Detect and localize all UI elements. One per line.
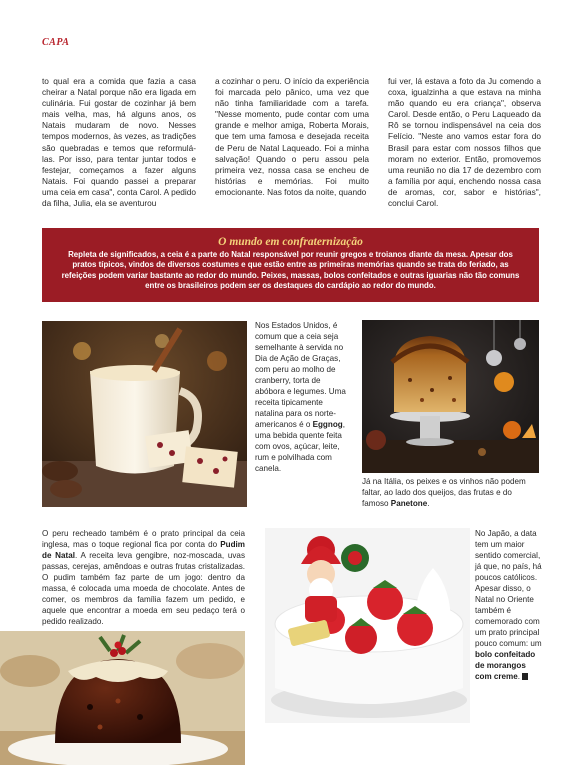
italy-caption: Já na Itália, os peixes e os vinhos não podem faltar, ao lado dos queijos, das frutas e do famoso Panetone. [362, 477, 526, 508]
eggnog-label: Eggnog [312, 420, 343, 429]
panettone-photo [362, 320, 539, 473]
pudim-label: Pudim de Natal [42, 540, 245, 560]
bolo-label: bolo confeitado de morangos com creme [475, 650, 536, 681]
england-caption: O peru recheado também é o prato principal da ceia inglesa, mas o toque regional fica por conta do Pudim de Natal. A receita leva gengibre, noz-moscada, uvas passas, cerejas, amêndoas e outras frutas cristalizadas. O pudim também faz parte de um jogo: dentro da massa, é colocada uma moeda de chocolate. Antes de comer, os membros da família fazem um pedido, e aquele que encontrar a moeda em seu pedaço terá o pedido realizado. [42, 529, 245, 626]
japan-caption: No Japão, a data tem um maior sentido comercial, já que, no país, há poucos católicos. Apesar disso, o Natal no Oriente também é comemorado com um prato principal pouco comum: um bolo confeitado de morangos com creme. [475, 529, 542, 681]
strawberry-cake-photo [265, 528, 470, 723]
article-column-2: a cozinhar o peru. O início da experiência foi marcada pelo pânico, uma vez que não tinha familiaridade com a tarefa. "Nesse momento, pude contar com uma grande e melhor amiga, Roberta Morais, que tem uma famosa e desejada receita de Peru de Natal Laqueado. Foi a minha salvação! Quando o peru assou pela primeira vez, nossa casa se encheu de histórias e memórias. Foi muito emocionante. Nas fotos da noite, quando [215, 76, 369, 197]
feature-box-title: O mundo em confraternização [218, 236, 363, 248]
article-column-3: fui ver, lá estava a foto da Ju comendo a coxa, igualzinha a que estava na minha mão quando eu era criança", observa Carol. Desde então, o Peru Laqueado da Rô se tornou indispensável na ceia dos Felício. "Neste ano vamos estar fora do Brasil para estar com nossos filhos que moram no exterior. Então, promovemos uma reunião no dia 17 de dezembro com a família por aqui, enchendo nossa casa de aromas, cor, sabor e histórias", conclui Carol. [388, 76, 541, 209]
panetone-label: Panetone [390, 499, 428, 508]
eggnog-photo [42, 321, 247, 507]
article-column-1: to qual era a comida que fazia a casa cheirar a Natal porque não era ligada em culinária. Fui gostar de cozinhar já bem mais velha, mas, há alguns anos, os Natais mudaram de novo. Nesses tempos modernos, às vezes, as tradições são quebradas e temos que reformulá-las. Por isso, para tentar juntar todos e festejar, começamos a fazer alguns Natais. Foi quando passei a preparar uma ceia em casa", conta Carol. A pedido da filha, Julia, ela se aventurou [42, 76, 196, 209]
usa-caption: Nos Estados Unidos, é comum que a ceia seja semelhante à servida no Dia de Ação de Graças, com peru ao molho de cranberry, torta de abóbora e legumes. Uma receita tipicamente natalina para os norte-americanos é o Eggnog, uma bebida quente feita com ovos, açúcar, leite, rum e polvilhada com canela. [255, 321, 346, 473]
section-label: CAPA [42, 37, 70, 48]
feature-box-body: Repleta de significados, a ceia é a parte do Natal responsável por reunir gregos e troianos diante da mesa. Apesar dos pratos típicos, vindos de diversos costumes e que estão entre as primeiras memórias quando se trata do feriado, as refeições podem variar bastante ao redor do mundo. Peixes, massas, bolos confeitados e outras iguarias não tão comuns entre os brasileiros podem ser os destaques do cardápio ao redor do mundo. [61, 250, 520, 291]
end-mark-icon [522, 673, 528, 680]
feature-box [42, 228, 539, 302]
christmas-pudding-photo [0, 631, 245, 765]
